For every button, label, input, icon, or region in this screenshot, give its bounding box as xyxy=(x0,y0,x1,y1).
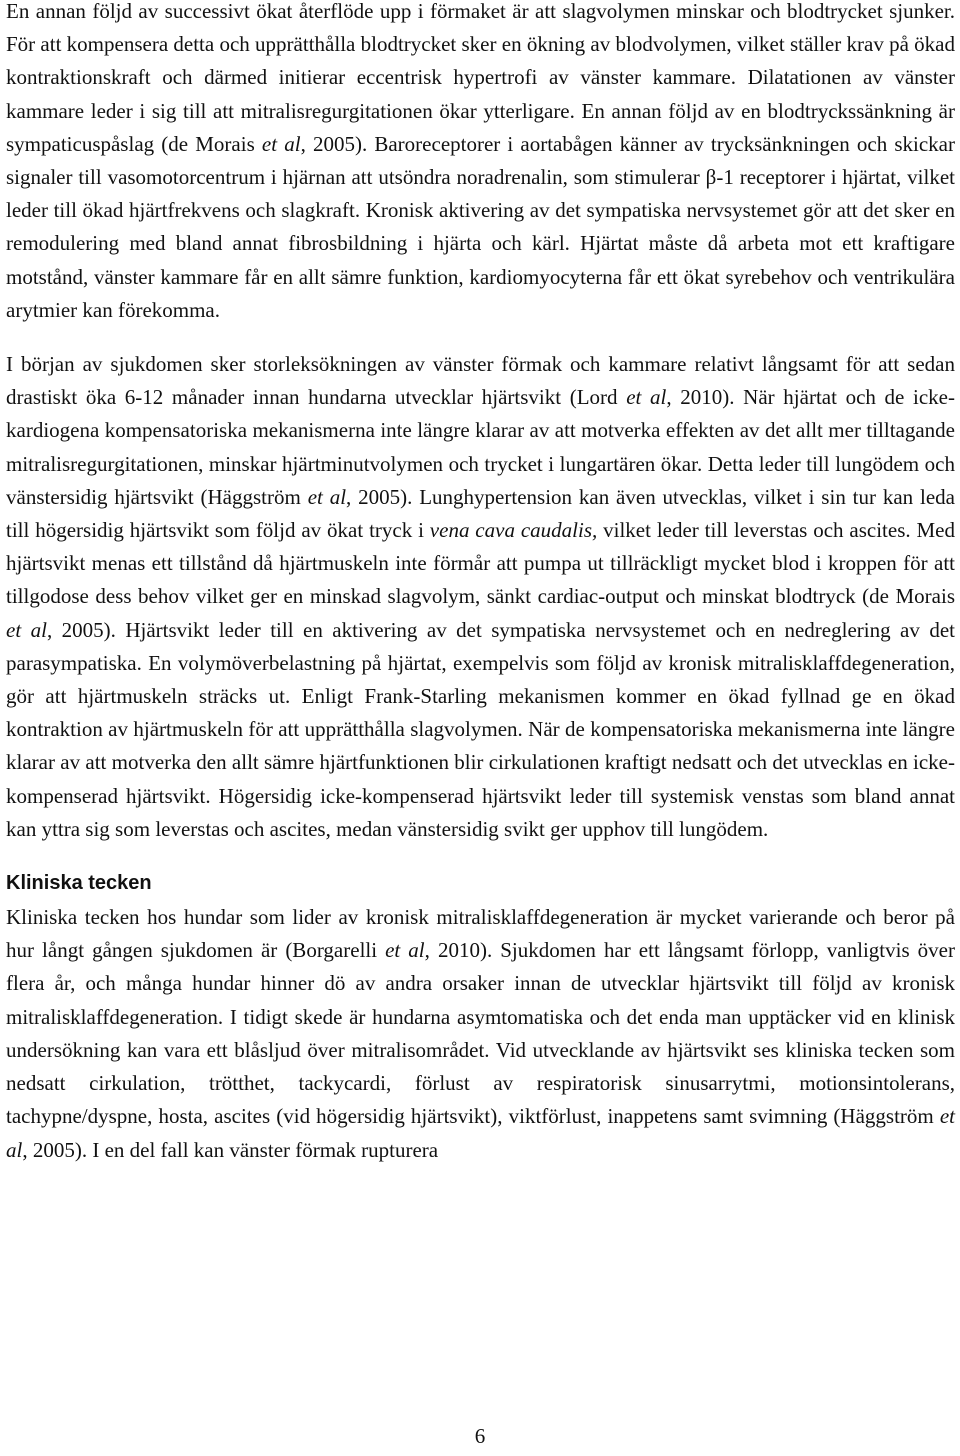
text-run: Kliniska tecken hos hundar som lider av kronisk mitralisklaffdegeneration är mycket varierande och beror på hur långt gången sjukdomen är (Borgarelli xyxy=(6,905,955,963)
document-page xyxy=(6,0,955,1167)
italic-text: et al xyxy=(261,131,301,156)
italic-text: et al xyxy=(6,1104,955,1162)
italic-text: et al xyxy=(626,385,667,410)
text-run: En annan följd av successivt ökat återflöde upp i förmaket är att slagvolymen minskar och blodtrycket sjunker. För att kompensera detta och upprätthålla blodtrycket sker en ökning av blodvolymen, vilket ställer krav på ökad kontraktionskraft och därmed initierar eccentrisk hypertrofi av vänster kammare. Dilatationen av vänster kammare leder i sig till att mitralisregurgitationen ökar ytterligare. En annan följd av en blodtryckssänkning är sympaticuspåslag (de Morais xyxy=(6,0,955,156)
text-run: , 2005). Hjärtsvikt leder till en aktivering av det sympatiska nervsystemet och en nedreglering av det parasympatiska. En volymöverbelastning på hjärtat, exempelvis som följd av kronisk mitralisklaffdegeneration, gör att hjärtmuskeln sträcks ut. Enligt Frank-Starling mekanismen kommer en ökad fyllnad ge en ökad kontraktion av hjärtmuskeln för att upprätthålla slagvolymen. När de kompensatoriska mekanismerna inte längre klarar av att motverka den allt sämre hjärtfunktionen blir cirkulationen kraftigt nedsatt och det utvecklas en icke-kompenserad hjärtsvikt. Högersidig icke-kompenserad hjärtsvikt leder till systemisk venstas som bland annat kan yttra sig som leverstas och ascites, medan vänstersidig svikt ger upphov till lungödem. xyxy=(6,617,955,841)
body-paragraph-1 xyxy=(6,0,955,327)
text-run: , 2005). Baroreceptorer i aortabågen känner av trycksänkningen och skickar signaler till vasomotorcentrum i hjärnan att utsöndra noradrenalin, som stimulerar β-1 receptorer i hjärtat, vilket leder till ökad hjärtfrekvens och slagkraft. Kronisk aktivering av det sympatiska nervsystemet gör att det sker en remodulering med bland annat fibrosbildning i hjärta och kärl. Hjärtat måste då arbeta mot ett kraftigare motstånd, vänster kammare får en allt sämre funktion, kardiomyocyterna får ett ökat syrebehov och ventrikulära arytmier kan förekomma. xyxy=(6,131,955,322)
text-run: , 2010). När hjärtat och de icke-kardiogena kompensatoriska mekanismerna inte längre klarar av att motverka effekten av det allt mer tilltagande mitralisregurgitationen, minskar hjärtminutvolymen och trycket i lungartären ökar. Detta leder till lungödem och vänstersidig hjärtsvikt (Häggström xyxy=(6,385,955,509)
text-run: , 2005). I en del fall kan vänster förmak rupturera xyxy=(22,1137,439,1162)
italic-text: et al xyxy=(6,617,47,642)
italic-text: et al xyxy=(385,938,425,963)
italic-text: et al xyxy=(307,484,347,509)
section-heading-kliniska-tecken: Kliniska tecken xyxy=(6,872,152,895)
page-number: 6 xyxy=(474,1424,486,1448)
body-paragraph-2 xyxy=(6,348,955,846)
text-run: I början av sjukdomen sker storleksökningen av vänster förmak och kammare relativt långsamt för att sedan drastiskt öka 6-12 månader innan hundarna utvecklar hjärtsvikt (Lord xyxy=(6,352,955,410)
italic-text: vena cava caudalis, xyxy=(429,518,598,543)
body-paragraph-kliniska-tecken xyxy=(6,901,955,1167)
text-run: vilket leder till leverstas och ascites. Med hjärtsvikt menas ett tillstånd då hjärtmuskeln inte förmår att pumpa ut tillräckligt mycket blod i kroppen för att tillgodose dess behov vilket ger en minskad slagvolym, sänkt cardiac-output och minskat blodtryck (de Morais xyxy=(6,518,955,609)
text-run: , 2005). Lunghypertension kan även utvecklas, vilket i sin tur kan leda till högersidig hjärtsvikt som följd av ökat tryck i xyxy=(6,484,955,543)
text-run: , 2010). Sjukdomen har ett långsamt förlopp, vanligtvis över flera år, och många hundar hinner dö av andra orsaker innan de utvecklar hjärtsvikt till följd av kronisk mitralisklaffdegeneration. I tidigt skede är hundarna asymtomatiska och det enda man upptäcker vid en klinisk undersökning kan vara ett blåsljud över mitralisområdet. Vid utvecklande av hjärtsvikt ses kliniska tecken som nedsatt cirkulation, trötthet, tackycardi, förlust av respiratorisk sinusarrytmi, motionsintolerans, tachypne/dyspne, hosta, ascites (vid högersidig hjärtsvikt), viktförlust, inappetens samt svimning (Häggström xyxy=(6,938,955,1129)
